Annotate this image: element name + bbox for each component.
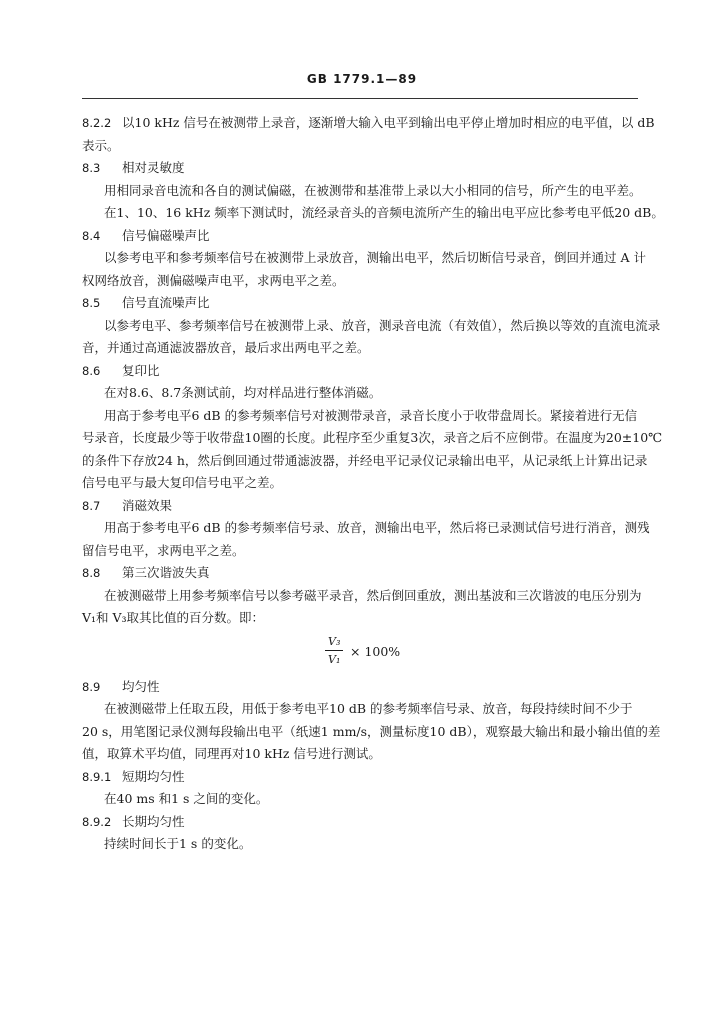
- section-title: 消磁效果: [122, 497, 173, 513]
- paragraph-line: [82, 180, 642, 203]
- paragraph-text: 在40 ms 和1 s 之间的变化。: [104, 791, 269, 806]
- section-heading: [82, 225, 642, 248]
- section-title: 短期均匀性: [122, 768, 185, 784]
- paragraph-text: 留信号电平，求两电平之差。: [82, 542, 245, 558]
- paragraph-text: 持续时间长于1 s 的变化。: [104, 836, 252, 851]
- section-number: 8.3: [82, 161, 101, 175]
- paragraph-text: 用相同录音电流和各自的测试偏磁，在被测带和基准带上录以大小相同的信号，所产生的电平差。: [104, 182, 642, 198]
- paragraph-text: 20 s，用笔图记录仪测每段输出电平（纸速1 mm/s，测量标度10 dB），观察最大输出和最小输出值的差: [82, 723, 661, 739]
- paragraph-line: [82, 112, 655, 135]
- section-title: 均匀性: [122, 678, 160, 694]
- harmonic-distortion-formula: [82, 630, 642, 676]
- section-title: 第三次谐波失真: [122, 565, 210, 580]
- paragraph-text: 权网络放音，测偏磁噪声电平，求两电平之差。: [82, 272, 345, 288]
- section-number: 8.9.2: [82, 814, 112, 829]
- formula-fraction: [325, 634, 343, 667]
- section-number: 8.7: [82, 498, 101, 513]
- section-heading: [82, 157, 642, 180]
- paragraph-line: [82, 472, 642, 495]
- paragraph-line: [82, 833, 642, 856]
- paragraph-text: 在对8.6、8.7条测试前，均对样品进行整体消磁。: [104, 385, 382, 400]
- paragraph-line: [82, 382, 642, 405]
- paragraph-text: 信号电平与最大复印信号电平之差。: [82, 475, 283, 490]
- paragraph-text: 的条件下存放24 h，然后倒回通过带通滤波器，并经电平记录仪记录输出电平，从记录纸上计算出记录: [82, 452, 648, 468]
- section-number: 8.6: [82, 363, 101, 378]
- paragraph-line: [82, 698, 642, 721]
- paragraph-text: 用高于参考电平6 dB 的参考频率信号录、放音，测输出电平，然后将已录测试信号进行消音，测残: [104, 520, 650, 535]
- paragraph-text: 值，取算术平均值，同理再对10 kHz 信号进行测试。: [82, 746, 381, 761]
- section-heading: [82, 562, 642, 585]
- section-title: 相对灵敏度: [122, 160, 185, 175]
- paragraph-text: 音，并通过高通滤波器放音，最后求出两电平之差。: [82, 340, 370, 355]
- section-number: 8.4: [82, 228, 101, 243]
- paragraph-line: [82, 517, 650, 540]
- paragraph-text: V₁和 V₃取其比值的百分数。即：: [82, 610, 265, 625]
- document-body: [82, 112, 664, 856]
- paragraph-line: [82, 585, 642, 608]
- paragraph-line: [82, 607, 642, 630]
- section-heading: [82, 676, 642, 699]
- paragraph-line: [82, 135, 642, 158]
- paragraph-text: 以10 kHz 信号在被测带上录音，逐渐增大输入电平到输出电平停止增加时相应的电平值，以 dB: [122, 115, 655, 130]
- section-title: 复印比: [122, 362, 160, 378]
- paragraph-text: 在1、10、16 kHz 频率下测试时，流经录音头的音频电流所产生的输出电平应比参考电平低20 dB。: [104, 205, 664, 220]
- formula-numerator: V₃: [325, 634, 343, 651]
- section-heading: [82, 360, 642, 383]
- paragraph-line: [82, 721, 661, 744]
- paragraph-line: [82, 405, 642, 428]
- paragraph-line: [82, 450, 648, 473]
- section-heading: [82, 292, 642, 315]
- standard-header: GB 1779.1—89: [306, 72, 418, 86]
- section-heading: [82, 766, 642, 789]
- formula-denominator: V₁: [328, 652, 341, 666]
- paragraph-line: [82, 788, 642, 811]
- paragraph-line: [82, 202, 664, 225]
- header-rule: [82, 98, 638, 99]
- section-heading: [82, 495, 642, 518]
- section-number: 8.2.2: [82, 116, 112, 130]
- section-number: 8.5: [82, 296, 101, 310]
- section-title: 信号直流噪声比: [122, 295, 210, 310]
- paragraph-line: [82, 270, 642, 293]
- paragraph-text: 以参考电平和参考频率信号在被测带上录放音，测输出电平，然后切断信号录音，倒回并通过 A 计: [104, 250, 646, 265]
- paragraph-text: 号录音，长度最少等于收带盘10圈的长度。此程序至少重复3次，录音之后不应倒带。在温度为20±10℃: [82, 430, 663, 445]
- section-title: 信号偏磁噪声比: [122, 227, 210, 243]
- section-number: 8.9.1: [82, 769, 112, 784]
- section-heading: [82, 811, 642, 834]
- paragraph-line: [82, 540, 642, 563]
- section-title: 长期均匀性: [122, 813, 185, 829]
- paragraph-text: 表示。: [82, 137, 120, 153]
- paragraph-text: 以参考电平、参考频率信号在被测带上录、放音，测录音电流（有效值），然后换以等效的直流电流录: [104, 317, 661, 333]
- paragraph-line: [82, 247, 646, 270]
- section-number: 8.9: [82, 679, 101, 694]
- paragraph-line: [82, 337, 642, 360]
- paragraph-text: 用高于参考电平6 dB 的参考频率信号对被测带录音，录音长度小于收带盘周长。紧接着进行无信: [104, 407, 638, 423]
- formula-multiplier: × 100%: [350, 643, 401, 659]
- paragraph-text: 在被测磁带上用参考频率信号以参考磁平录音，然后倒回重放，测出基波和三次谐波的电压分别为: [104, 587, 642, 603]
- paragraph-text: 在被测磁带上任取五段，用低于参考电平10 dB 的参考频率信号录、放音，每段持续时间不少于: [104, 701, 633, 716]
- paragraph-line: [82, 427, 663, 450]
- section-number: 8.8: [82, 566, 101, 580]
- paragraph-line: [82, 743, 642, 766]
- paragraph-line: [82, 315, 661, 338]
